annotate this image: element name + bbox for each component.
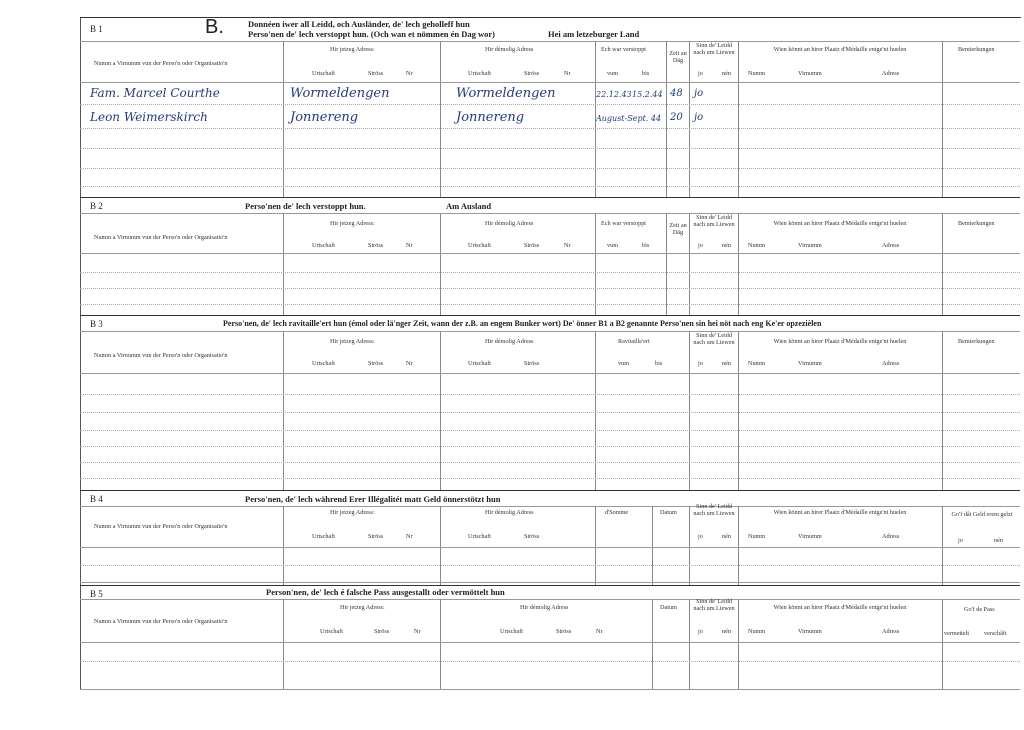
stross-header: Ströss: [374, 628, 390, 635]
virnumm-header: Virnumm: [798, 533, 822, 540]
section-b1: [80, 17, 1020, 197]
virnumm-header: Virnumm: [798, 70, 822, 77]
bemierk-header: Bemierkungen: [958, 46, 995, 53]
adress-header: Adress: [882, 242, 900, 249]
adress-header: Adress: [882, 533, 900, 540]
name-col-header: Numm a Virnumm vun der Perso'n oder Organisatio'n: [94, 618, 228, 625]
sinn-header: Sinn de' Leidd nach um Liewen: [693, 214, 735, 228]
virnumm-header: Virnumm: [798, 360, 822, 367]
row2-name: Leon Weimerskirch: [90, 110, 208, 124]
nr-header: Nr: [564, 242, 571, 249]
numm-header: Numm: [748, 70, 766, 77]
nr-header: Nr: [564, 70, 571, 77]
pass-header: Go'f de Pass: [964, 606, 995, 613]
nr-header: Nr: [406, 70, 413, 77]
cur-addr-header: Hir jetzeg Adress:: [340, 604, 385, 611]
section-b3: [80, 315, 1020, 490]
section-letter: B.: [205, 16, 224, 38]
section-b5: [80, 585, 1020, 689]
stross-header: Ströss: [524, 70, 540, 77]
name-col-header: Numm a Virnumm vun der Perso'n oder Organisatio'n: [94, 523, 228, 530]
vum-header: vum: [618, 360, 630, 367]
section-code: B 5: [90, 589, 103, 599]
nen-header: nén: [722, 360, 731, 367]
urtschaft-header: Urtschaft: [468, 242, 492, 249]
section-b2: [80, 197, 1020, 315]
jo-header: jo: [958, 537, 963, 544]
section-code: B 4: [90, 494, 103, 504]
numm-header: Numm: [748, 360, 766, 367]
row2-vum: August-Sept. 44: [596, 114, 662, 123]
stross-header: Ströss: [368, 70, 384, 77]
nen-header: nén: [722, 242, 731, 249]
section-code: B 1: [90, 24, 103, 34]
name-col-header: Numm a Virnumm vun der Perso'n oder Organisatio'n: [94, 234, 228, 241]
stross-header: Ströss: [524, 360, 540, 367]
nen-header: nén: [722, 533, 731, 540]
urtschaft-header: Urtschaft: [468, 360, 492, 367]
sinn-header: Sinn de' Leidd nach um Liewen: [693, 598, 735, 612]
row2-alive: jo: [694, 112, 704, 123]
urtschaft-header: Urtschaft: [312, 533, 336, 540]
virnumm-header: Virnumm: [798, 242, 822, 249]
datum-header: Datum: [660, 604, 677, 611]
urtschaft-header: Urtschaft: [468, 533, 492, 540]
jo-header: jo: [698, 70, 703, 77]
stross-header: Ströss: [368, 533, 384, 540]
cur-addr-header: Hir jetzeg Adress:: [330, 338, 375, 345]
nr-header: Nr: [406, 242, 413, 249]
old-addr-header: Hir démolig Adress: [485, 46, 534, 53]
bemierk-header: Bemierkungen: [958, 338, 995, 345]
adress-header: Adress: [882, 628, 900, 635]
medal-header: Wien könnt an hirer Plaatz d'Médaille entge'nt huelen: [773, 509, 907, 516]
row2-old: Jonnereng: [456, 110, 525, 125]
urtschaft-header: Urtschaft: [312, 70, 336, 77]
bis-header: bis: [642, 70, 650, 77]
vermettelt-header: vermettelt: [944, 630, 970, 637]
vum-header: vum: [607, 242, 619, 249]
header-line2b: Hei am letzeburger Land: [548, 29, 640, 39]
header-line1: Donnéen iwer all Leidd, och Ausländer, de' lech geholleff hun: [248, 19, 470, 29]
medal-header: Wien könnt an hirer Plaatz d'Médaille entge'nt huelen: [773, 46, 907, 53]
old-addr-header: Hir démolig Adress: [485, 220, 534, 227]
nr-header: Nr: [414, 628, 421, 635]
b3-title: Perso'nen, de' lech ravitaille'ert hun (émol oder lä'nger Zeit, wann der z.B. an engem Bunker wort) De' önner B1 a B2 genannte Perso'nen sin hei nöt nach eng Ke'er opzezièlen: [223, 319, 822, 328]
nen-header: nén: [722, 70, 731, 77]
hidden-header: Ech war verstoppt: [601, 46, 647, 53]
nr-header: Nr: [406, 360, 413, 367]
urtschaft-header: Urtschaft: [500, 628, 524, 635]
jo-header: jo: [698, 533, 703, 540]
sinn-header: Sinn de' Leidd nach um Liewen: [693, 332, 735, 346]
jo-header: jo: [698, 242, 703, 249]
old-addr-header: Hir démolig Adress: [520, 604, 569, 611]
hidden-header: Ech war verstoppt: [601, 220, 647, 227]
datum-header: Datum: [660, 509, 677, 516]
jo-header: jo: [698, 360, 703, 367]
adress-header: Adress: [882, 360, 900, 367]
cur-addr-header: Hir jetzeg Adress:: [330, 220, 375, 227]
sinn-header: Sinn de' Leidd nach um Liewen: [693, 42, 735, 56]
b2-title: Perso'nen de' lech verstoppt hun.: [245, 201, 366, 211]
cur-addr-header: Hir jetzeg Adress:: [330, 509, 375, 516]
nr-header: Nr: [406, 533, 413, 540]
bemierk-header: Bemierkungen: [958, 220, 995, 227]
urtschaft-header: Urtschaft: [312, 360, 336, 367]
somme-header: d'Somme: [605, 509, 629, 516]
sinn-header: Sinn de' Leidd nach um Liewen: [693, 503, 735, 517]
adress-header: Adress: [882, 70, 900, 77]
name-col-header: Numm a Virnumm vun der Perso'n oder Organisatio'n: [94, 352, 228, 359]
virnumm-header: Virnumm: [798, 628, 822, 635]
zeit-header: Zeit an Däg: [669, 222, 687, 236]
row1-cur: Wormeldengen: [290, 86, 390, 101]
urtschaft-header: Urtschaft: [312, 242, 336, 249]
vum-header: vum: [607, 70, 619, 77]
b4-title: Perso'nen, de' lech während Erer Illégalitét matt Geld önnerstötzt hun: [245, 494, 501, 504]
nen-header: nén: [994, 537, 1003, 544]
verschaft-header: verschâft: [984, 630, 1007, 637]
row1-old: Wormeldengen: [456, 86, 556, 101]
old-addr-header: Hir démolig Adress: [485, 338, 534, 345]
row1-bis: 15.2.44: [632, 90, 663, 99]
header-line2: Perso'nen de' lech verstoppt hun. (Och wan et nömmen én Dag wor): [248, 29, 495, 39]
ravit-header: Ravitaille'ert: [618, 338, 650, 345]
bis-header: bis: [655, 360, 663, 367]
row1-vum: 22.12.43: [596, 90, 632, 99]
row1-alive: jo: [694, 88, 704, 99]
medal-header: Wien könnt an hirer Plaatz d'Médaille entge'nt huelen: [773, 338, 907, 345]
urtschaft-header: Urtschaft: [320, 628, 344, 635]
name-col-header: Numm a Virnumm vun der Perso'n oder Organisatio'n: [94, 60, 228, 67]
nr-header: Nr: [596, 628, 603, 635]
section-code: B 3: [90, 319, 103, 329]
old-addr-header: Hir démolig Adress: [485, 509, 534, 516]
numm-header: Numm: [748, 533, 766, 540]
b2-sub: Am Ausland: [446, 201, 492, 211]
cur-addr-header: Hir jetzeg Adress:: [330, 46, 375, 53]
numm-header: Numm: [748, 628, 766, 635]
bis-header: bis: [642, 242, 650, 249]
row2-cur: Jonnereng: [290, 110, 359, 125]
medal-header: Wien könnt an hirer Plaatz d'Médaille entge'nt huelen: [773, 604, 907, 611]
medal-header: Wien könnt an hirer Plaatz d'Médaille entge'nt huelen: [773, 220, 907, 227]
row1-days: 48: [670, 88, 683, 99]
zeit-header: Zeit an Däg: [669, 50, 687, 64]
stross-header: Ströss: [368, 360, 384, 367]
numm-header: Numm: [748, 242, 766, 249]
b5-title: Person'nen, de' lech é falsche Pass ausgestallt oder vermöttelt hun: [266, 587, 505, 597]
urtschaft-header: Urtschaft: [468, 70, 492, 77]
section-code: B 2: [90, 201, 103, 211]
stross-header: Ströss: [524, 242, 540, 249]
jo-header: jo: [698, 628, 703, 635]
stross-header: Ströss: [368, 242, 384, 249]
row1-name: Fam. Marcel Courthe: [90, 86, 220, 100]
stross-header: Ströss: [556, 628, 572, 635]
section-b4: [80, 490, 1020, 585]
nen-header: nén: [722, 628, 731, 635]
stross-header: Ströss: [524, 533, 540, 540]
row2-days: 20: [670, 112, 683, 123]
gelt-header: Go'f dât Geld erem gelzt: [951, 511, 1013, 518]
